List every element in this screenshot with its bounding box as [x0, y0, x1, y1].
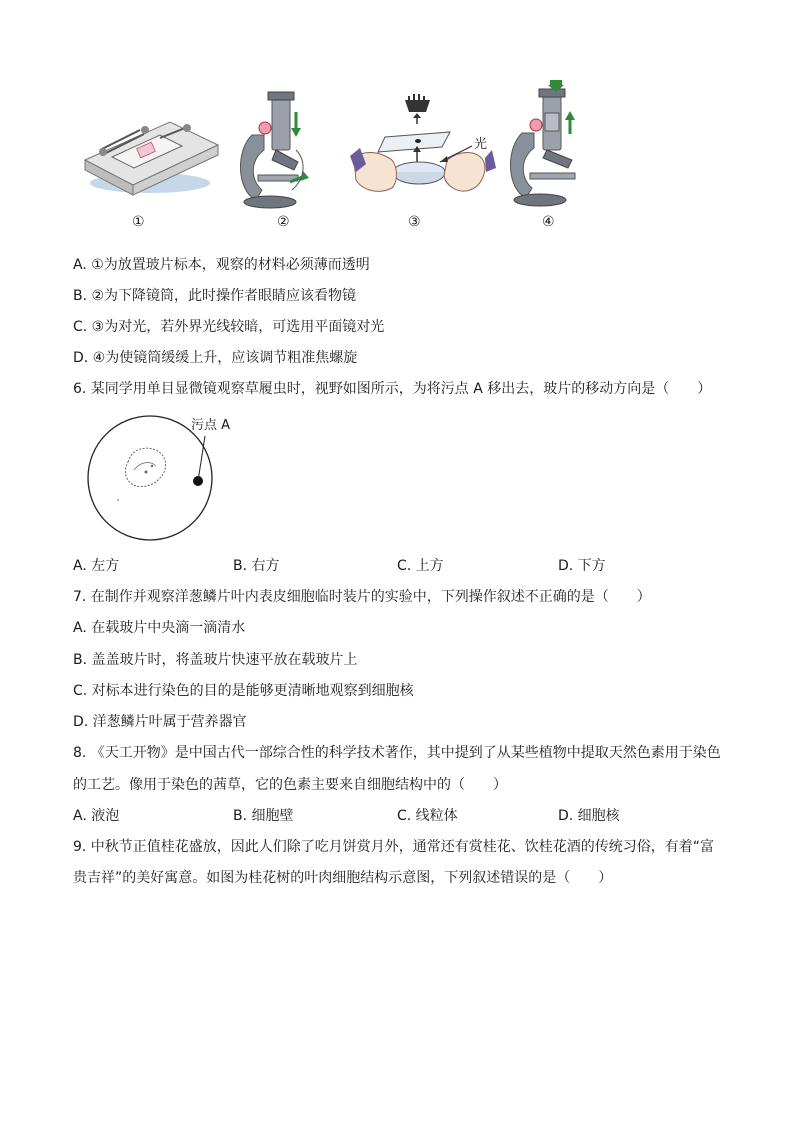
q5-option-b: B. ②为下降镜筒，此时操作者眼睛应该看物镜	[73, 288, 357, 304]
panel-4-label: ④	[542, 214, 555, 230]
q8-stem-line-2: 的工艺。像用于染色的茜草，它的色素主要来自细胞结构中的（ ）	[73, 777, 507, 793]
q7-option-a: A. 在载玻片中央滴一滴清水	[73, 620, 246, 636]
q5-option-c: C. ③为对光，若外界光线较暗，可选用平面镜对光	[73, 319, 385, 335]
q8-option-c: C. 线粒体	[397, 808, 458, 824]
q6-option-d: D. 下方	[558, 558, 606, 574]
q6-spot-a-label: 污点 A	[191, 418, 231, 433]
q9-stem-line-2: 贵吉祥”的美好寓意。如图为桂花树的叶肉细胞结构示意图，下列叙述错误的是（ ）	[73, 870, 613, 886]
light-label: 光	[474, 137, 488, 152]
q7-stem: 7. 在制作并观察洋葱鳞片叶内表皮细胞临时装片的实验中，下列操作叙述不正确的是（ ）	[73, 589, 651, 605]
q6-option-b: B. 右方	[233, 558, 280, 574]
q5-option-a: A. ①为放置玻片标本，观察的材料必须薄而透明	[73, 257, 370, 273]
q5-option-d: D. ④为使镜筒缓缓上升，应该调节粗准焦螺旋	[73, 350, 358, 366]
q6-stem: 6. 某同学用单目显微镜观察草履虫时，视野如图所示，为将污点 A 移出去，玻片的移动方向是（ ）	[73, 381, 712, 397]
q9-stem-line-1: 9. 中秋节正值桂花盛放，因此人们除了吃月饼赏月外，通常还有赏桂花、饮桂花酒的传统习俗，有着“富	[73, 839, 715, 855]
q7-option-d: D. 洋葱鳞片叶属于营养器官	[73, 714, 247, 730]
q8-option-b: B. 细胞壁	[233, 808, 294, 824]
panel-1-label: ①	[132, 214, 145, 230]
q6-option-a: A. 左方	[73, 558, 120, 574]
q7-option-c: C. 对标本进行染色的目的是能够更清晰地观察到细胞核	[73, 683, 414, 699]
q6-option-c: C. 上方	[397, 558, 444, 574]
panel-2-label: ②	[277, 214, 290, 230]
q7-option-b: B. 盖盖玻片时，将盖玻片快速平放在载玻片上	[73, 652, 358, 668]
q8-stem-line-1: 8. 《天工开物》是中国古代一部综合性的科学技术著作，其中提到了从某些植物中提取天然色素用于染色	[73, 745, 721, 761]
q8-option-a: A. 液泡	[73, 808, 120, 824]
q8-option-d: D. 细胞核	[558, 808, 620, 824]
panel-3-label: ③	[408, 214, 421, 230]
